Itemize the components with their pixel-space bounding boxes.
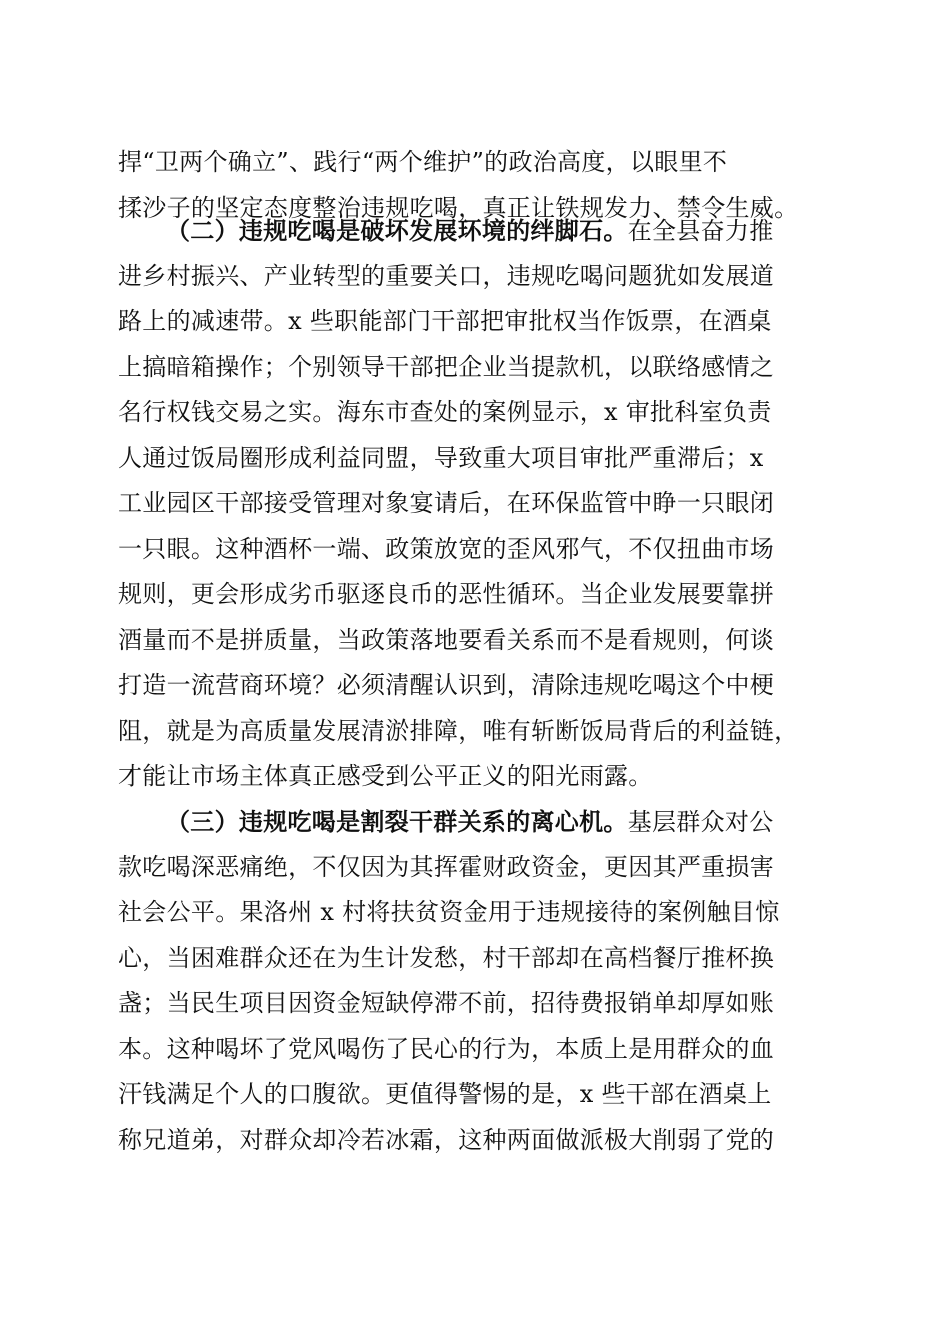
text-line: 路上的减速带。x 些职能部门干部把审批权当作饭票，在酒桌	[118, 307, 772, 335]
text-line: 人通过饭局圈形成利益同盟，导致重大项目审批严重滞后；x	[118, 443, 764, 472]
text-line: 称兄道弟，对群众却冷若冰霜，这种两面做派极大削弱了党的	[118, 1125, 775, 1154]
text-line: 捍“卫两个确立”、践行“两个维护”的政治高度，以眼里不	[118, 148, 728, 176]
text-line: 款吃喝深恶痛绝，不仅因为其挥霍财政资金，更因其严重损害	[118, 852, 775, 881]
text-line: 工业园区干部接受管理对象宴请后，在环保监管中睁一只眼闭	[118, 489, 775, 517]
text-line: 规则，更会形成劣币驱逐良币的恶性循环。当企业发展要靠拼	[118, 580, 775, 608]
text-line: 社会公平。果洛州 x 村将扶贫资金用于违规接待的案例触目惊	[118, 898, 780, 926]
text-line: 揉沙子的坚定态度整治违规吃喝，真正让铁规发力、禁令生威。	[118, 193, 799, 222]
text-line: 进乡村振兴、产业转型的重要关口，违规吃喝问题犹如发展道	[118, 261, 775, 290]
section-2-paragraph	[118, 208, 838, 800]
text-line: 才能让市场主体真正感受到公平正义的阳光雨露。	[118, 762, 653, 790]
section-3-first-line-rest: 基层群众对公	[627, 808, 774, 836]
section-3-heading: （三）违规吃喝是割裂干群关系的离心机。	[166, 807, 628, 836]
text-line: 本。这种喝坏了党风喝伤了民心的行为，本质上是用群众的血	[118, 1034, 775, 1063]
section-2-first-line-rest: 在全县奋力推	[627, 217, 774, 245]
text-line: 酒量而不是拼质量，当政策落地要看关系而不是看规则，何谈	[118, 625, 775, 654]
text-line: 一只眼。这种酒杯一端、政策放宽的歪风邪气，不仅扭曲市场	[118, 534, 775, 563]
section-2-heading: （二）违规吃喝是破坏发展环境的绊脚石。	[166, 216, 628, 245]
text-line: 盏；当民生项目因资金短缺停滞不前，招待费报销单却厚如账	[118, 989, 775, 1017]
text-line: 名行权钱交易之实。海东市查处的案例显示，x 审批科室负责	[118, 398, 772, 426]
section-3-paragraph	[118, 799, 838, 1163]
text-line: 心，当困难群众还在为生计发愁，村干部却在高档餐厅推杯换	[118, 943, 775, 972]
section-3-first-line	[118, 799, 838, 845]
text-line: 打造一流营商环境？必须清醒认识到，清除违规吃喝这个中梗	[118, 671, 775, 699]
section-2-first-line	[118, 208, 838, 254]
text-line: 上搞暗箱操作；个别领导干部把企业当提款机，以联络感情之	[118, 352, 775, 381]
text-line: 汗钱满足个人的口腹欲。更值得警惕的是，x 些干部在酒桌上	[118, 1080, 772, 1108]
text-line: 阻，就是为高质量发展清淤排障，唯有斩断饭局背后的利益链，	[118, 716, 799, 745]
